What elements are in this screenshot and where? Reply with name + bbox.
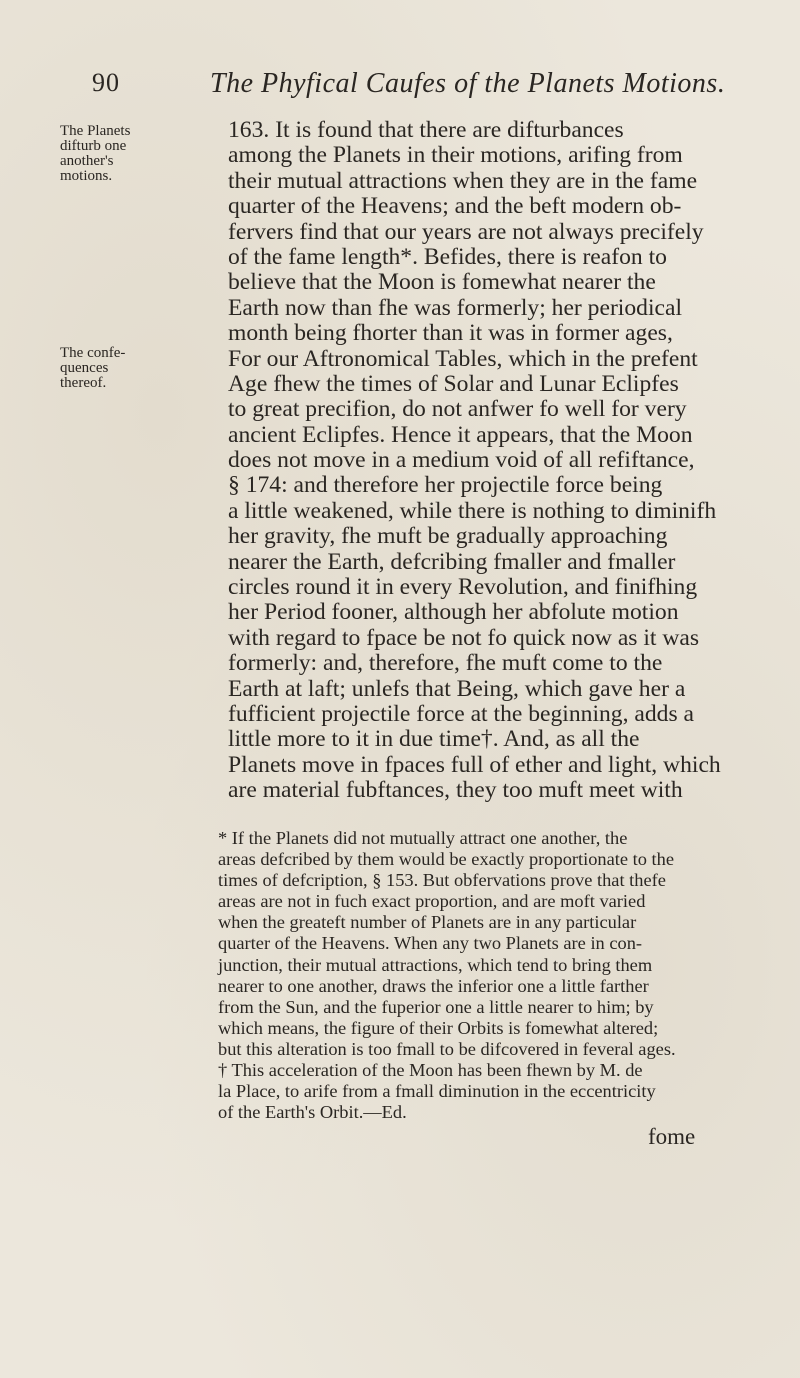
text-line: Age fhew the times of Solar and Lunar Eclipfes	[228, 370, 679, 397]
text-line: Planets move in fpaces full of ether and light, which	[228, 751, 721, 778]
page-header	[0, 68, 800, 108]
running-title: The Phyfical Caufes of the Planets Motions.	[210, 68, 726, 99]
footnote-line: but this alteration is too fmall to be difcovered in feveral ages.	[218, 1038, 676, 1059]
text-line: fervers find that our years are not always precifely	[228, 218, 704, 245]
text-line: § 174: and therefore her projectile force being	[228, 472, 663, 499]
text-line: her Period fooner, although her abfolute motion	[228, 599, 679, 626]
footnote-line: quarter of the Heavens. When any two Planets are in con-	[218, 933, 643, 954]
footnote-line: from the Sun, and the fuperior one a little nearer to him; by	[218, 996, 654, 1017]
text-line: month being fhorter than it was in former ages,	[228, 320, 673, 347]
footnotes	[218, 828, 758, 1123]
footnote-line: † This acceleration of the Moon has been fhewn by M. de	[218, 1060, 643, 1081]
margin-note-line: difturb one	[60, 138, 127, 154]
text-line: fufficient projectile force at the beginning, adds a	[228, 700, 695, 727]
margin-note-line: thereof.	[60, 375, 107, 391]
footnote-line: times of defcription, § 153. But obfervations prove that thefe	[218, 870, 666, 891]
text-line: little more to it in due time†. And, as all the	[228, 726, 640, 753]
text-line: her gravity, fhe muft be gradually approaching	[228, 523, 668, 550]
text-line: nearer the Earth, defcribing fmaller and fmaller	[228, 548, 676, 575]
text-line: are material fubftances, they too muft meet with	[228, 777, 683, 804]
text-line: of the fame length*. Befides, there is reafon to	[228, 243, 667, 270]
text-line: among the Planets in their motions, arifing from	[228, 142, 683, 169]
footnote-line: which means, the figure of their Orbits is fomewhat altered;	[218, 1017, 659, 1038]
margin-note-consequences	[60, 346, 130, 391]
text-line: circles round it in every Revolution, and finifhing	[228, 574, 698, 601]
footnote-line: * If the Planets did not mutually attract one another, the	[218, 828, 628, 848]
text-line: quarter of the Heavens; and the beft modern ob-	[228, 193, 682, 220]
footnote-line: la Place, to arife from a fmall diminution in the eccentricity	[218, 1081, 656, 1102]
margin-note-line: quences	[60, 360, 109, 376]
text-line: believe that the Moon is fomewhat nearer the	[228, 269, 656, 296]
text-line: Earth at laft; unlefs that Being, which gave her a	[228, 675, 686, 702]
footnote-line: of the Earth's Orbit.—Ed.	[218, 1102, 407, 1123]
text-line: Earth now than fhe was formerly; her periodical	[228, 294, 683, 321]
text-line: formerly: and, therefore, fhe muft come to the	[228, 650, 663, 677]
footnote-line: areas are not in fuch exact proportion, and are moft varied	[218, 891, 646, 912]
text-line: does not move in a medium void of all refiftance,	[228, 447, 695, 474]
footnote-line: when the greateft number of Planets are in any particular	[218, 912, 637, 933]
text-line: their mutual attractions when they are in the fame	[228, 167, 698, 194]
text-line: For our Aftronomical Tables, which in the prefent	[228, 345, 698, 372]
margin-note-disturbances	[60, 124, 130, 184]
text-line: to great precifion, do not anfwer fo well for very	[228, 396, 687, 423]
footnote-line: junction, their mutual attractions, which tend to bring them	[218, 954, 653, 975]
page-number: 90	[92, 68, 120, 97]
footnote-line: nearer to one another, draws the inferior one a little farther	[218, 975, 649, 996]
text-line: with regard to fpace be not fo quick now as it was	[228, 624, 700, 651]
margin-note-line: motions.	[60, 168, 113, 184]
margin-note-line: The Planets	[60, 123, 131, 139]
text-line: 163. It is found that there are difturbances	[228, 117, 624, 143]
footnote-line: areas defcribed by them would be exactly proportionate to the	[218, 849, 675, 870]
text-line: ancient Eclipfes. Hence it appears, that the Moon	[228, 421, 693, 448]
margin-note-line: another's	[60, 153, 114, 169]
main-text	[228, 118, 750, 804]
catchword: fome	[648, 1124, 696, 1149]
margin-note-line: The confe-	[60, 345, 126, 361]
text-line: a little weakened, while there is nothing to diminifh	[228, 497, 717, 524]
